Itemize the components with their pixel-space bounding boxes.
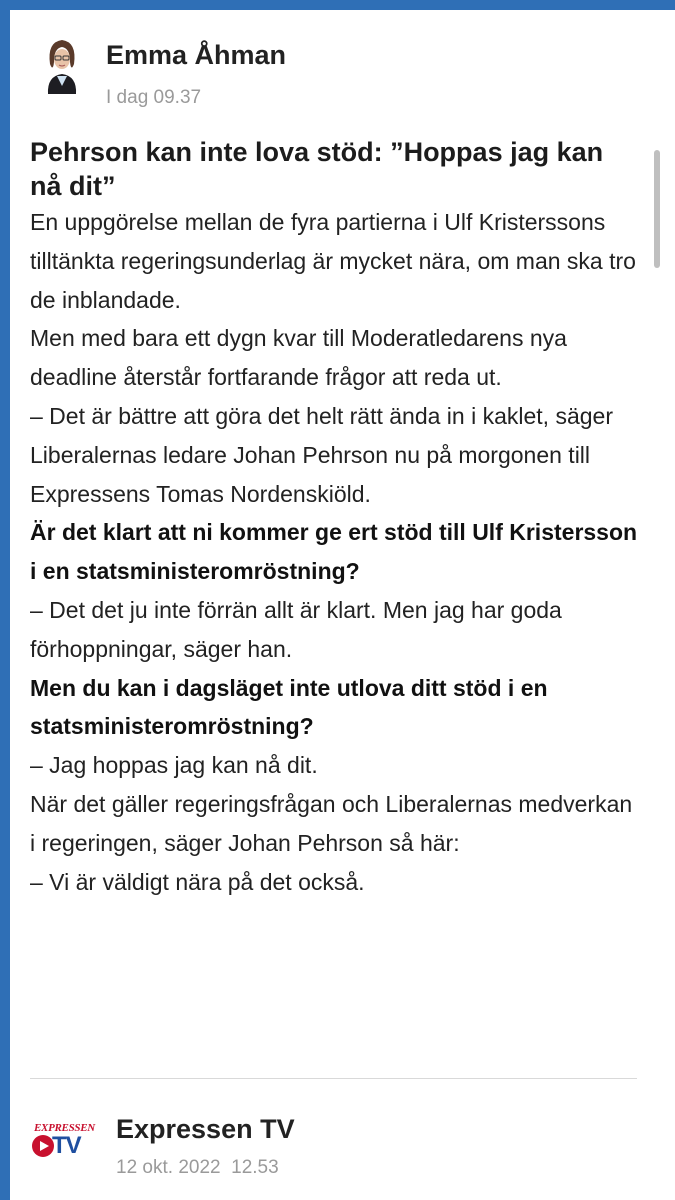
post-headline: Pehrson kan inte lova stöd: ”Hoppas jag kan nå dit” [30, 137, 604, 201]
author-name[interactable]: Emma Åhman [106, 40, 287, 70]
interview-question: Är det klart att ni kommer ge ert stöd till Ulf Kristersson i en statsministeromröstning? [30, 519, 638, 585]
paragraph: – Det är bättre att göra det helt rätt ända in i kaklet, säger Liberalernas ledare Johan Pehrson nu på morgonen till Expressens Tomas Nordenskiöld. [30, 402, 613, 507]
paragraph: När det gäller regeringsfrågan och Liberalernas medverkan i regeringen, säger Johan Pehrson så här: [30, 790, 633, 856]
left-frame-bar [0, 0, 10, 1200]
interview-question: Men du kan i dagsläget inte utlova ditt stöd i en statsministeromröstning? [30, 674, 548, 740]
author-avatar[interactable] [34, 32, 90, 94]
paragraph: En uppgörelse mellan de fyra partierna i Ulf Kristerssons tilltänkta regeringsunderlag är mycket nära, om man ska tro de inblandade. [30, 209, 636, 313]
next-post-timestamp: 12 okt. 2022 12.53 [116, 1157, 279, 1178]
paragraph: Men med bara ett dygn kvar till Moderatledarens nya deadline återstår fortfarande frågor att reda ut. [30, 325, 567, 391]
paragraph: – Det det ju inte förrän allt är klart. Men jag har goda förhoppningar, säger han. [30, 596, 562, 662]
logo-tv-text: TV [52, 1132, 81, 1159]
scrollbar-thumb[interactable] [654, 150, 660, 268]
play-icon [32, 1135, 54, 1157]
paragraph: – Jag hoppas jag kan nå dit. [30, 752, 318, 779]
post-article [30, 135, 640, 901]
post-body [30, 203, 640, 901]
paragraph: – Vi är väldigt nära på det också. [30, 868, 365, 895]
post-timestamp: I dag 09.37 [106, 87, 202, 108]
next-author-name[interactable]: Expressen TV [116, 1114, 295, 1144]
top-frame-bar [0, 0, 675, 10]
expressen-tv-logo[interactable] [32, 1122, 95, 1162]
post-divider [30, 1078, 637, 1079]
logo-wordmark: EXPRESSEN [34, 1122, 95, 1134]
